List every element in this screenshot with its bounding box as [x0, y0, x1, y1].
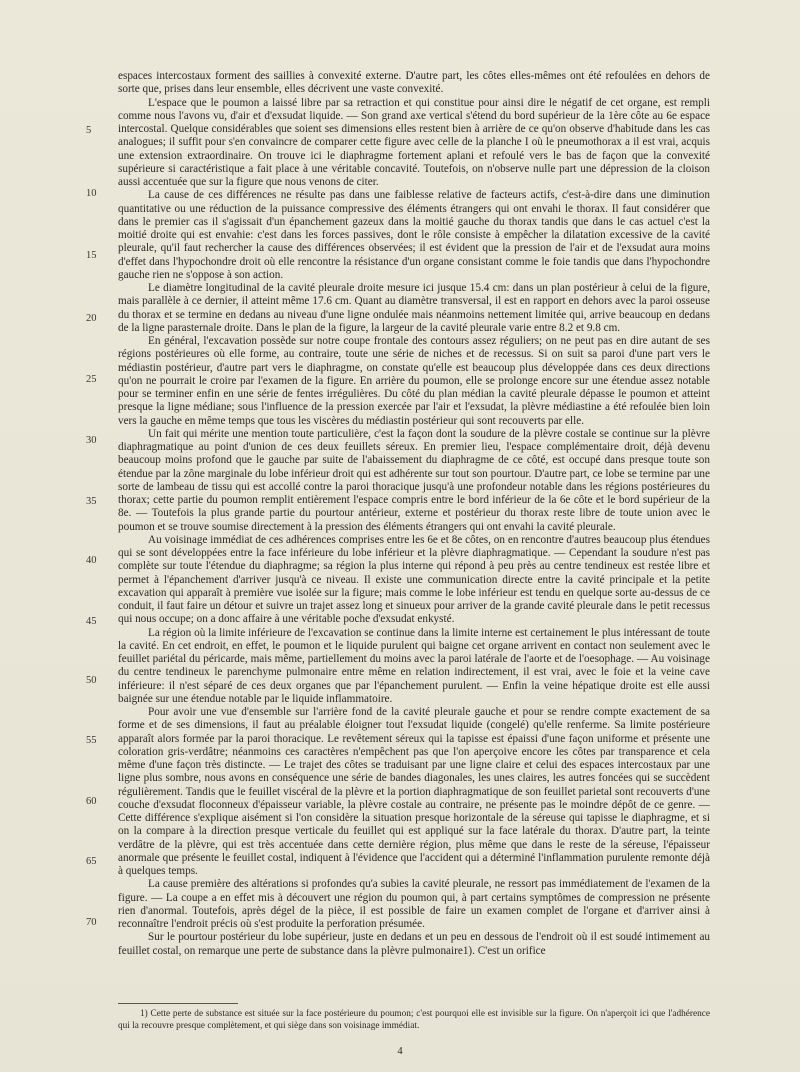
footnote-separator [118, 1003, 238, 1004]
paragraph: Un fait qui mérite une mention toute particulière, c'est la façon dont la soudure de la plèvre costale se continue sur la plèvre diaphragmatique au point d'union de ces deux feuillets séreux. En premier lieu, l'espace complémentaire droit, déjà devenu beaucoup moins profond que le gauche par suite de l'abaissement du diaphragme de ce côté, est occupé dans presque toute son étendue par la zône marginale du lobe inférieur droit qui est adhérente sur tout son pourtour. D'autre part, ce lobe se termine par une sorte de lambeau de tissu qui est accollé contre la paroi thoracique jusqu'à une profondeur notable dans les régions postérieures du thorax; cette partie du poumon remplit entièrement l'espace compris entre le bord inférieur de la 6e côte et le bord supérieur de la 8e. — Toutefois la plus grande partie du pourtour antérieur, externe et postérieur du thorax reste libre de toute union avec le poumon et se trouve soumise directement à la pression des éléments étrangers qui ont envahi la cavité pleurale. [118, 427, 710, 533]
paragraph: espaces intercostaux forment des saillies à convexité externe. D'autre part, les côtes elles-mêmes ont été refoulées en dehors de sorte que, prises dans leur ensemble, elles décrivent une vaste convexité. [118, 70, 710, 96]
line-number: 60 [86, 796, 97, 807]
line-number: 70 [86, 917, 97, 928]
line-number: 35 [86, 496, 97, 507]
page-number: 4 [397, 1046, 403, 1057]
paragraph: La cause de ces différences ne résulte pas dans une faiblesse relative de facteurs actifs, c'est-à-dire dans une diminution quantitative ou une réduction de la puissance compressive des éléments étrangers qui ont envahi le thorax. Il faut considérer que dans le premier cas il s'agissait d'un épanchement gazeux dans la moitié gauche du thorax tandis que dans le cas actuel c'est la moitié droite qui est envahie: c'est dans les forces passives, dont le rôle consiste à empêcher la dilatation excessive de la cavité pleurale, qu'il faut rechercher la cause des différences observées; il est évident que la pression de l'air et de l'exsudat aura moins d'effet dans l'hypochondre droit où elle rencontre la résistance d'un organe consistant comme le foie tandis que dans l'hypochondre gauche rien ne s'oppose à son action. [118, 189, 710, 281]
footnote: 1) Cette perte de substance est située sur la face postérieure du poumon; c'est pourquoi elle est invisible sur la figure. On n'aperçoit ici que l'adhérence qui la recouvre presque complètement, et qui siège dans son voisinage immédiat. [118, 1009, 710, 1031]
paragraph: Pour avoir une vue d'ensemble sur l'arrière fond de la cavité pleurale gauche et pour se rendre compte exactement de sa forme et de ses dimensions, il faut au préalable éloigner tout l'exsudat liquide (congelé) qu'elle renferme. Sa limite postérieure apparaît alors formée par la paroi thoracique. Le revêtement séreux qui la tapisse est épaissi d'une façon uniforme et présente une coloration gris-verdâtre; néanmoins ces caractères n'empêchent pas que l'on aperçoive encore les côtes par transparence et cela même d'une façon très distincte. — Le trajet des côtes se traduisant par une ligne claire et celui des espaces intercostaux par une ligne plus sombre, nous avons en conséquence une série de bandes diagonales, les unes claires, les autres foncées qui se succèdent régulièrement. Tandis que le feuillet viscéral de la plèvre et la portion diaphragmatique de son feuillet parietal sont recouverts d'une couche d'exsudat floconneux d'épaisseur variable, la plèvre costale au contraire, ne présente pas le moindre dépôt de ce genre. — Cette différence s'explique aisément si l'on considère la situation presque horizontale de la séreuse qui tapisse le diaphragme, et si on la compare à la direction presque verticale du feuillet qui est appliqué sur la face latérale du thorax. D'autre part, la teinte verdâtre de la plèvre, qui est très accentuée dans cette dernière région, plus même que dans le reste de la séreuse, l'épaisseur anormale que présente le feuillet costal, indiquent à l'évidence que l'accident qui a déterminé l'inflammation purulente remonte déjà à quelques temps. [118, 706, 710, 877]
line-number: 5 [86, 125, 92, 136]
line-number: 65 [86, 856, 97, 867]
line-number: 55 [86, 735, 97, 746]
paragraph: La cause première des altérations si profondes qu'a subies la cavité pleurale, ne ressort pas immédiatement de l'examen de la figure. — La coupe a en effet mis à découvert une région du poumon qui, à part certains symptômes de compression ne présente rien d'anormal. Toutefois, après dégel de la pièce, il est possible de faire un examen complet de l'organe et d'arriver ainsi à reconnaître l'endroit précis où s'est produite la perforation présumée. [118, 878, 710, 930]
paragraph: En général, l'excavation possède sur notre coupe frontale des contours assez réguliers; on ne peut pas en dire autant de ses régions postérieures où elle forme, au contraire, toute une série de niches et de recessus. Si on suit sa paroi d'une part vers le médiastin postérieur, d'autre part vers le diaphragme, on constate qu'elle est beaucoup plus développée dans ces deux directions qu'on ne pourrait le croire par l'examen de la figure. En arrière du poumon, elle se prolonge encore sur une étendue assez notable pour se terminer enfin en une série de fentes irrégulières. Du côté du plan médian la cavité pleurale dépasse le poumon et atteint presque la ligne médiane; sous l'influence de la pression exercée par l'air et l'exsudat, la plèvre médiastine a été refoulée bien loin vers la gauche en même temps que tous les viscères du médiastin postérieur qui sont recouverts par elle. [118, 335, 710, 427]
paragraph: La région où la limite inférieure de l'excavation se continue dans la limite interne est certainement le plus intéressant de toute la cavité. En cet endroit, en effet, le poumon et le liquide purulent qui baigne cet organe arrivent en contact non seulement avec le feuillet pariétal du péricarde, mais même, partiellement du moins avec la paroi latérale de l'aorte et de l'oesophage. — Au voisinage du centre tendineux le parenchyme pulmonaire entre même en relation indirectement, il est vrai, avec le foie et la veine cave inférieure: il n'est séparé de ces deux organes que par l'épanchement purulent. — Enfin la veine hépatique droite est elle aussi baignée sur une étendue notable par le liquide inflammatoire. [118, 626, 710, 705]
body-text [118, 70, 710, 958]
line-number: 10 [86, 188, 97, 199]
paragraph: Le diamètre longitudinal de la cavité pleurale droite mesure ici jusque 15.4 cm: dans un plan postérieur à celui de la figure, mais parallèle à ce dernier, il atteint même 17.6 cm. Quant au diamètre transversal, il est en rapport en dehors avec la paroi osseuse du thorax et se termine en dedans au niveau d'une ligne ondulée mais néanmoins nettement limitée qui, arrive beaucoup en dedans de la ligne parasternale droite. Dans le plan de la figure, la largeur de la cavité pleurale varie entre 8.2 et 9.8 cm. [118, 282, 710, 334]
line-number: 20 [86, 313, 97, 324]
paragraph: L'espace que le poumon a laissé libre par sa retraction et qui constitue pour ainsi dire le négatif de cet organe, est rempli comme nous l'avons vu, d'air et d'exsudat liquide. — Son grand axe vertical s'étend du bord supérieur de la 1ère côte au 6e espace intercostal. Quelque considérables que soient ses dimensions elles restent bien à arrière de ce qu'on observe d'habitude dans les cas analogues; il suffit pour s'en convaincre de comparer cette figure avec celle de la planche I où le pneumothorax a il est vrai, acquis une extension extraordinaire. On trouve ici le diaphragme fortement aplani et refoulé vers le bas de façon que la convexité supérieure si caractéristique a fait place à une véritable concavité. Toutefois, on n'observe nulle part une dépression de la cloison aussi accentuée que sur la figure que nous venons de citer. [118, 96, 710, 188]
line-number: 50 [86, 675, 97, 686]
line-number: 45 [86, 616, 97, 627]
line-number: 25 [86, 374, 97, 385]
paragraph: Au voisinage immédiat de ces adhérences comprises entre les 6e et 8e côtes, on en rencontre d'autres beaucoup plus étendues qui se sont développées entre la face inférieure du lobe inférieur et la plèvre diaphragmatique. — Cependant la soudure n'est pas complète sur toute l'étendue du diaphragme; sa région la plus interne qui répond à peu près au centre tendineux est restée libre et permet à l'épanchement d'arriver jusqu'à ce niveau. Il existe une communication directe entre la cavité principale et la petite excavation qui apparaît à première vue isolée sur la figure; mais comme le lobe inférieur est tendu en quelque sorte au-dessus de ce conduit, il faut faire un détour et suivre un trajet assez long et sinueux pour arriver de la grande cavité pleurale dans le petit recessus qui nous occupe; on a donc affaire à une véritable poche d'exsudat enkysté. [118, 533, 710, 626]
line-number: 30 [86, 435, 97, 446]
line-number: 40 [86, 555, 97, 566]
line-number: 15 [86, 250, 97, 261]
paragraph: Sur le pourtour postérieur du lobe supérieur, juste en dedans et un peu en dessous de l'endroit où il est soudé intimement au feuillet costal, on remarque une perte de substance dans la plèvre pulmonaire1). C'est un orifice [118, 931, 710, 957]
